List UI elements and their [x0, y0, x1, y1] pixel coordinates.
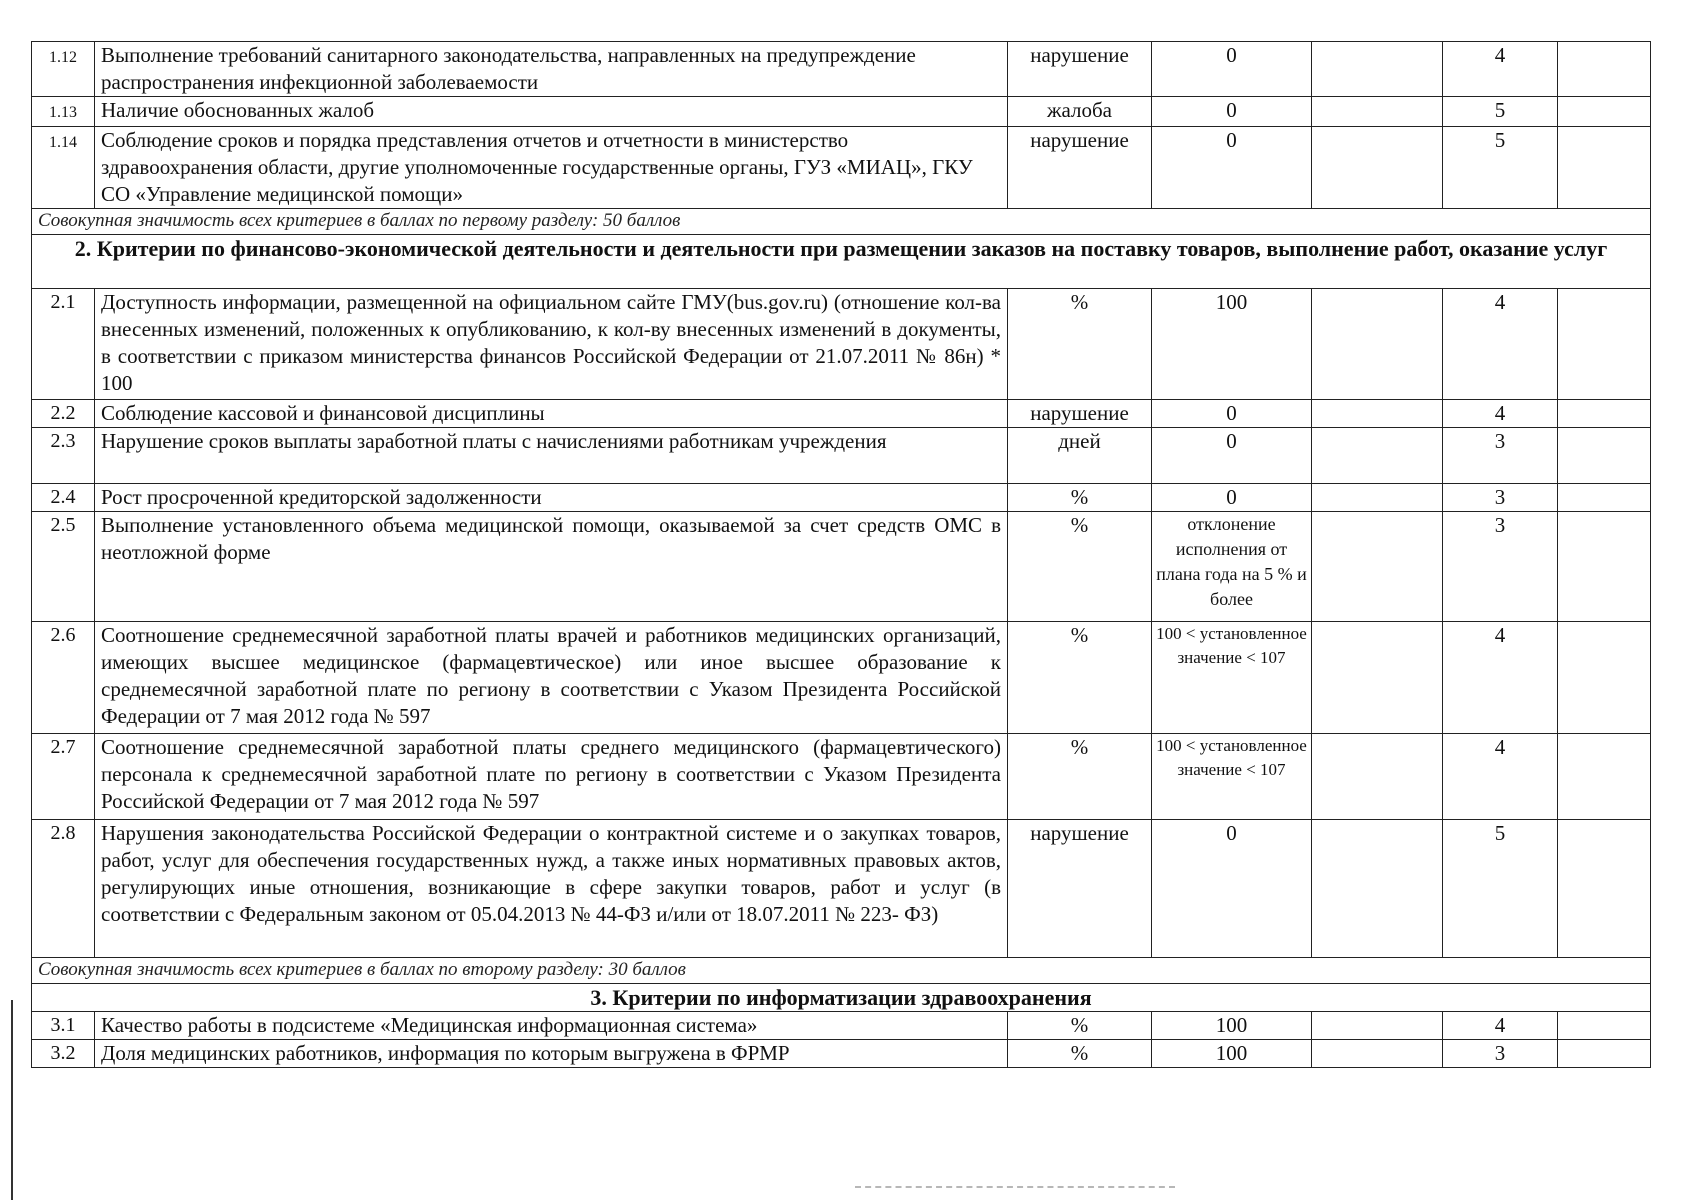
- criterion-weight: 5: [1443, 820, 1558, 958]
- page-edge-line: [11, 1000, 13, 1200]
- criterion-norm: 100 < установленное значение < 107: [1152, 734, 1312, 820]
- criterion-description: Рост просроченной кредиторской задолженности: [95, 484, 1008, 512]
- criterion-description: Соотношение среднемесячной заработной платы среднего медицинского (фармацевтического) персонала к среднемесячной заработной плате по региону в соответствии с Указом Президента Российской Федерации от 7 мая 2012 года № 597: [95, 734, 1008, 820]
- table-row: [32, 97, 1651, 127]
- criterion-unit: %: [1008, 1040, 1152, 1068]
- table-row: [32, 820, 1651, 958]
- table-row: [32, 42, 1651, 97]
- empty-cell: [1558, 1012, 1651, 1040]
- empty-cell: [1312, 289, 1443, 400]
- criterion-unit: дней: [1008, 428, 1152, 484]
- empty-cell: [1558, 734, 1651, 820]
- table-row: [32, 400, 1651, 428]
- empty-cell: [1558, 1040, 1651, 1068]
- criterion-norm: отклонение исполнения от плана года на 5 % и более: [1152, 512, 1312, 622]
- criterion-norm: 0: [1152, 484, 1312, 512]
- criterion-description: Нарушения законодательства Российской Федерации о контрактной системе и о закупках товаров, работ, услуг для обеспечения государственных нужд, а также иных нормативных правовых актов, регулирующих иные отношения, возникающие в сфере закупки товаров, работ и услуг (в соответствии с Федеральным законом от 05.04.2013 № 44-ФЗ и/или от 18.07.2011 № 223- ФЗ): [95, 820, 1008, 958]
- criterion-norm: 0: [1152, 127, 1312, 209]
- criterion-unit: %: [1008, 734, 1152, 820]
- criterion-number: 2.8: [32, 820, 95, 958]
- table-row: [32, 484, 1651, 512]
- criterion-number: 2.1: [32, 289, 95, 400]
- criterion-number: 3.2: [32, 1040, 95, 1068]
- table-row: [32, 512, 1651, 622]
- criterion-number: 1.14: [32, 127, 95, 209]
- section-3-title: 3. Критерии по информатизации здравоохранения: [32, 984, 1651, 1012]
- section-1-summary: Совокупная значимость всех критериев в баллах по первому разделу: 50 баллов: [32, 209, 1651, 235]
- criterion-weight: 4: [1443, 289, 1558, 400]
- criterion-description: Качество работы в подсистеме «Медицинская информационная система»: [95, 1012, 1008, 1040]
- empty-cell: [1558, 42, 1651, 97]
- criterion-weight: 5: [1443, 127, 1558, 209]
- criterion-weight: 4: [1443, 622, 1558, 734]
- table-row: [32, 734, 1651, 820]
- criterion-norm: 0: [1152, 820, 1312, 958]
- criterion-norm: 100: [1152, 289, 1312, 400]
- criterion-description: Выполнение требований санитарного законодательства, направленных на предупреждение распространения инфекционной заболеваемости: [95, 42, 1008, 97]
- criterion-number: 2.5: [32, 512, 95, 622]
- criterion-unit: нарушение: [1008, 820, 1152, 958]
- criterion-norm: 100 < установленное значение < 107: [1152, 622, 1312, 734]
- criterion-unit: %: [1008, 1012, 1152, 1040]
- criterion-norm: 0: [1152, 400, 1312, 428]
- criterion-weight: 4: [1443, 1012, 1558, 1040]
- criterion-unit: нарушение: [1008, 127, 1152, 209]
- table-row: [32, 1012, 1651, 1040]
- criterion-number: 2.6: [32, 622, 95, 734]
- empty-cell: [1558, 127, 1651, 209]
- criterion-weight: 3: [1443, 428, 1558, 484]
- scan-mark: [855, 1186, 1175, 1190]
- empty-cell: [1312, 484, 1443, 512]
- criterion-weight: 5: [1443, 97, 1558, 127]
- criterion-description: Соблюдение кассовой и финансовой дисциплины: [95, 400, 1008, 428]
- table-row: [32, 127, 1651, 209]
- criterion-description: Доступность информации, размещенной на официальном сайте ГМУ(bus.gov.ru) (отношение кол-ва внесенных изменений, положенных к опубликованию, к кол-ву внесенных изменений в документы, в соответствии с приказом министерства финансов Российской Федерации от 21.07.2011 № 86н) * 100: [95, 289, 1008, 400]
- criterion-weight: 4: [1443, 734, 1558, 820]
- criterion-description: Выполнение установленного объема медицинской помощи, оказываемой за счет средств ОМС в неотложной форме: [95, 512, 1008, 622]
- criterion-unit: %: [1008, 289, 1152, 400]
- empty-cell: [1312, 512, 1443, 622]
- section-summary-row: [32, 958, 1651, 984]
- empty-cell: [1312, 428, 1443, 484]
- empty-cell: [1558, 512, 1651, 622]
- criterion-number: 3.1: [32, 1012, 95, 1040]
- empty-cell: [1558, 97, 1651, 127]
- criterion-weight: 4: [1443, 400, 1558, 428]
- empty-cell: [1312, 97, 1443, 127]
- criterion-description: Соотношение среднемесячной заработной платы врачей и работников медицинских организаций, имеющих высшее медицинское (фармацевтическое) или иное высшее образование к среднемесячной заработной плате по региону в соответствии с Указом Президента Российской Федерации от 7 мая 2012 года № 597: [95, 622, 1008, 734]
- criterion-description: Нарушение сроков выплаты заработной платы с начислениями работникам учреждения: [95, 428, 1008, 484]
- empty-cell: [1558, 484, 1651, 512]
- criterion-unit: %: [1008, 622, 1152, 734]
- criterion-number: 2.4: [32, 484, 95, 512]
- criterion-unit: нарушение: [1008, 400, 1152, 428]
- criterion-unit: %: [1008, 484, 1152, 512]
- empty-cell: [1558, 622, 1651, 734]
- section-summary-row: [32, 209, 1651, 235]
- empty-cell: [1558, 400, 1651, 428]
- criterion-norm: 0: [1152, 42, 1312, 97]
- empty-cell: [1312, 1040, 1443, 1068]
- empty-cell: [1558, 820, 1651, 958]
- empty-cell: [1558, 289, 1651, 400]
- criterion-unit: жалоба: [1008, 97, 1152, 127]
- empty-cell: [1312, 734, 1443, 820]
- criteria-table: [31, 41, 1651, 1068]
- criterion-weight: 3: [1443, 484, 1558, 512]
- empty-cell: [1312, 400, 1443, 428]
- criterion-norm: 0: [1152, 428, 1312, 484]
- criterion-unit: %: [1008, 512, 1152, 622]
- criterion-description: Соблюдение сроков и порядка представления отчетов и отчетности в министерство здравоохранения области, другие уполномоченные государственные органы, ГУЗ «МИАЦ», ГКУ СО «Управление медицинской помощи»: [95, 127, 1008, 209]
- section-2-title: 2. Критерии по финансово-экономической деятельности и деятельности при размещении заказов на поставку товаров, выполнение работ, оказание услуг: [32, 235, 1651, 289]
- criterion-norm: 100: [1152, 1040, 1312, 1068]
- criterion-weight: 3: [1443, 1040, 1558, 1068]
- empty-cell: [1558, 428, 1651, 484]
- empty-cell: [1312, 42, 1443, 97]
- table-row: [32, 289, 1651, 400]
- criterion-number: 1.12: [32, 42, 95, 97]
- criterion-weight: 4: [1443, 42, 1558, 97]
- criterion-norm: 0: [1152, 97, 1312, 127]
- empty-cell: [1312, 1012, 1443, 1040]
- criterion-number: 2.2: [32, 400, 95, 428]
- criterion-number: 1.13: [32, 97, 95, 127]
- section-2-summary: Совокупная значимость всех критериев в баллах по второму разделу: 30 баллов: [32, 958, 1651, 984]
- criterion-number: 2.3: [32, 428, 95, 484]
- criterion-description: Наличие обоснованных жалоб: [95, 97, 1008, 127]
- criterion-description: Доля медицинских работников, информация по которым выгружена в ФРМР: [95, 1040, 1008, 1068]
- section-heading-row: [32, 984, 1651, 1012]
- criterion-weight: 3: [1443, 512, 1558, 622]
- section-heading-row: [32, 235, 1651, 289]
- criterion-unit: нарушение: [1008, 42, 1152, 97]
- table-row: [32, 622, 1651, 734]
- criterion-norm: 100: [1152, 1012, 1312, 1040]
- table-row: [32, 1040, 1651, 1068]
- table-row: [32, 428, 1651, 484]
- empty-cell: [1312, 622, 1443, 734]
- empty-cell: [1312, 127, 1443, 209]
- empty-cell: [1312, 820, 1443, 958]
- criterion-number: 2.7: [32, 734, 95, 820]
